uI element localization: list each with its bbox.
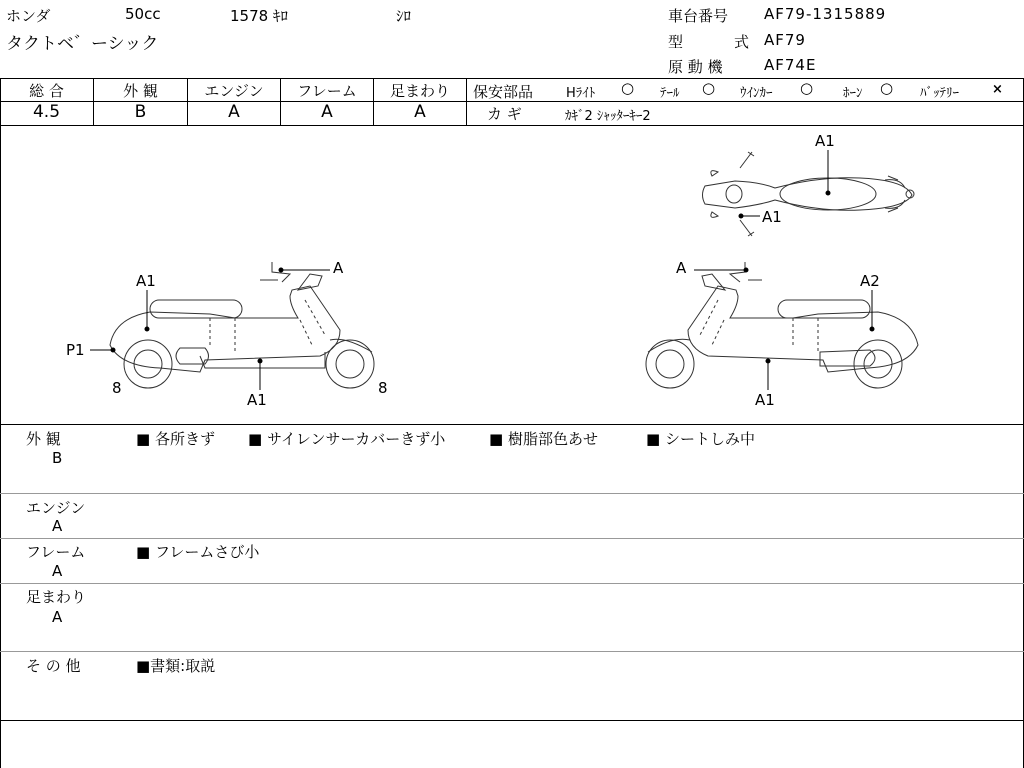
label-top-a1: A1 — [815, 132, 835, 150]
model-name: タクトベ゛ーシック — [6, 34, 159, 54]
safety-label: 保安部品 — [473, 83, 534, 101]
label-top-a1-side: A1 — [762, 208, 782, 226]
section-title: エンジン — [26, 499, 86, 517]
type-value: AF79 — [764, 31, 806, 49]
type-label-1: 型 — [668, 33, 684, 51]
note-item: ■書類:取説 — [136, 657, 216, 675]
label-left-8a: 8 — [112, 379, 122, 397]
engine-label: 原 動 機 — [668, 58, 723, 76]
divider — [467, 101, 1024, 102]
score-label: 足まわり — [389, 82, 450, 100]
scooter-diagram — [0, 126, 1024, 424]
divider — [0, 651, 1024, 652]
frame-no: AF79-1315889 — [764, 5, 887, 23]
maker: ホンダ — [6, 7, 51, 25]
label-right-a: A — [676, 259, 687, 277]
top-view-outline — [703, 152, 915, 236]
safety-item-mark: ○ — [621, 79, 635, 97]
score-value-exterior: B — [134, 102, 147, 122]
label-left-p1: P1 — [66, 341, 85, 359]
safety-item-name: Hﾗｲﾄ — [566, 86, 596, 101]
note-item: ■ シートしみ中 — [646, 430, 755, 448]
safety-item-mark: ○ — [800, 79, 814, 97]
safety-item-name: ﾊﾞｯﾃﾘｰ — [920, 86, 959, 101]
label-left-8b: 8 — [378, 379, 388, 397]
safety-item-mark: × — [992, 82, 1003, 97]
label-left-a1-top: A1 — [136, 272, 156, 290]
label-left-a1-bottom: A1 — [247, 391, 267, 409]
key-label: カ ギ — [487, 105, 522, 123]
note-item: ■ フレームさび小 — [136, 543, 260, 561]
section-title: 足まわり — [26, 588, 87, 606]
divider — [0, 720, 1024, 721]
displacement: 50cc — [125, 5, 161, 23]
divider — [0, 78, 1024, 79]
mileage: 1578 ｷﾛ — [230, 7, 288, 25]
note-item: ■ 各所きず — [136, 430, 215, 448]
score-label: 外 観 — [123, 82, 158, 100]
section-grade: A — [52, 608, 63, 626]
section-grade: A — [52, 562, 63, 580]
section-title: そ の 他 — [26, 657, 81, 675]
section-title: 外 観 — [26, 430, 61, 448]
score-value-suspension: A — [414, 102, 426, 122]
section-grade: B — [52, 449, 63, 467]
key-value: ｶｷﾞ2 ｼｬｯﾀｰｷｰ2 — [565, 109, 651, 124]
safety-item-name: ﾎｰﾝ — [843, 86, 863, 101]
score-label: フレーム — [297, 82, 357, 100]
note-item: ■ 樹脂部色あせ — [489, 430, 598, 448]
score-value-engine: A — [228, 102, 240, 122]
divider — [0, 583, 1024, 584]
type-label-2: 式 — [734, 33, 750, 51]
score-label: エンジン — [204, 82, 264, 100]
divider — [466, 78, 467, 125]
safety-item-mark: ○ — [702, 79, 716, 97]
label-right-a2: A2 — [860, 272, 880, 290]
note-item: ■ サイレンサーカバーきず小 — [248, 430, 446, 448]
safety-item-name: ﾃｰﾙ — [660, 86, 680, 101]
frame-no-label: 車台番号 — [668, 7, 729, 25]
score-label: 総 合 — [29, 82, 64, 100]
score-value-frame: A — [321, 102, 333, 122]
divider — [0, 424, 1024, 425]
divider — [0, 493, 1024, 494]
safety-item-mark: ○ — [880, 79, 894, 97]
label-left-a: A — [333, 259, 344, 277]
safety-item-name: ｳｲﾝｶｰ — [740, 86, 773, 101]
color: ｼﾛ — [396, 7, 412, 25]
label-right-a1-bottom: A1 — [755, 391, 775, 409]
section-title: フレーム — [26, 543, 86, 561]
divider — [0, 538, 1024, 539]
score-value-total: 4.5 — [32, 102, 61, 122]
engine-value: AF74E — [764, 56, 817, 74]
section-grade: A — [52, 517, 63, 535]
